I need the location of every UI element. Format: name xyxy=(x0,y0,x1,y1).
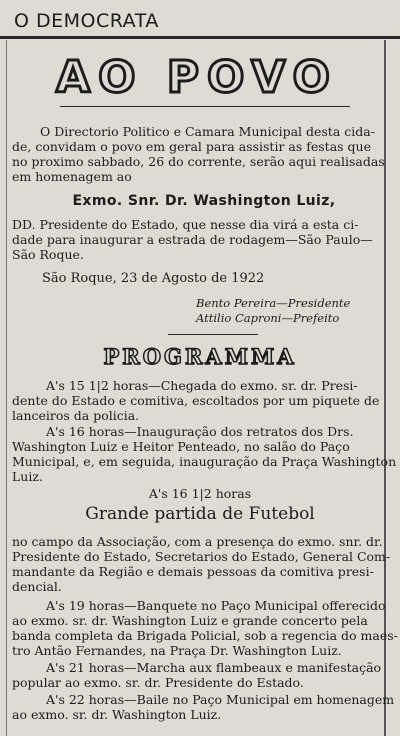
intro-line: O Directorio Politico e Camara Municipal desta cida- xyxy=(40,124,375,139)
dateline: São Roque, 23 de Agosto de 1922 xyxy=(42,271,265,286)
program-line: lanceiros da policia. xyxy=(12,408,140,423)
body-line: dade para inaugurar a estrada de rodagem—São Paulo— xyxy=(12,232,373,247)
masthead-title: O DEMOCRATA xyxy=(14,10,159,32)
headline: AO POVO xyxy=(56,52,338,103)
masthead-rule xyxy=(0,36,400,39)
futebol-title: Grande partida de Futebol xyxy=(85,504,315,524)
program-title: PROGRAMMA xyxy=(103,344,297,369)
program-line: Municipal, e, em seguida, inauguração da Praça Washington xyxy=(12,454,397,469)
program-line: ao exmo. sr. dr. Washington Luiz e grande concerto pela xyxy=(12,613,368,628)
program-line: Presidente do Estado, Secretarios do Estado, General Com- xyxy=(12,549,391,564)
program-line: no campo da Associação, com a presença do exmo. snr. dr. xyxy=(12,534,383,549)
masthead xyxy=(0,8,400,36)
program-line: dencial. xyxy=(12,579,62,594)
program-line: A's 16 horas—Inauguração dos retratos dos Drs. xyxy=(46,424,354,439)
program-line: A's 21 horas—Marcha aux flambeaux e manifestação xyxy=(46,660,382,675)
signer-name: Bento Pereira xyxy=(196,296,277,310)
body-line: DD. Presidente do Estado, que nesse dia virá a esta ci- xyxy=(12,217,359,232)
signer-role: Prefeito xyxy=(292,311,340,325)
program-line: Washington Luiz e Heitor Penteado, no salão do Paço xyxy=(12,439,350,454)
signature-1: Bento Pereira—Presidente xyxy=(196,296,351,310)
program-line: popular ao exmo. sr. dr. Presidente do Estado. xyxy=(12,675,304,690)
program-line: A's 22 horas—Baile no Paço Municipal em homenagem xyxy=(46,692,395,707)
program-line: dente do Estado e comitiva, escoltados por um piquete de xyxy=(12,393,380,408)
futebol-time: A's 16 1|2 horas xyxy=(148,486,252,501)
intro-line: de, convidam o povo em geral para assistir as festas que xyxy=(12,139,371,154)
left-column-rule xyxy=(6,40,7,736)
headline-rule xyxy=(60,106,350,107)
separator-rule xyxy=(168,334,258,335)
signature-2: Attilio Caproni—Prefeito xyxy=(196,311,340,325)
intro-line: em homenagem ao xyxy=(12,169,132,184)
program-line: A's 19 horas—Banquete no Paço Municipal offerecido xyxy=(46,598,386,613)
program-line: A's 15 1|2 horas—Chegada do exmo. sr. dr. Presi- xyxy=(46,378,358,393)
program-line: tro Antão Fernandes, na Praça Dr. Washington Luiz. xyxy=(12,643,342,658)
signer-name: Attilio Caproni xyxy=(196,311,282,325)
program-line: mandante da Região e demais pessoas da comitiva presi- xyxy=(12,564,374,579)
body-line: São Roque. xyxy=(12,247,84,262)
program-line: Luiz. xyxy=(12,469,43,484)
intro-line: no proximo sabbado, 26 do corrente, serão aqui realisadas xyxy=(12,154,385,169)
signer-role: Presidente xyxy=(287,296,351,310)
program-line: ao exmo. sr. dr. Washington Luiz. xyxy=(12,707,222,722)
honoree-name: Exmo. Snr. Dr. Washington Luiz, xyxy=(72,193,336,209)
program-line: banda completa da Brigada Policial, sob a regencia do maes- xyxy=(12,628,398,643)
